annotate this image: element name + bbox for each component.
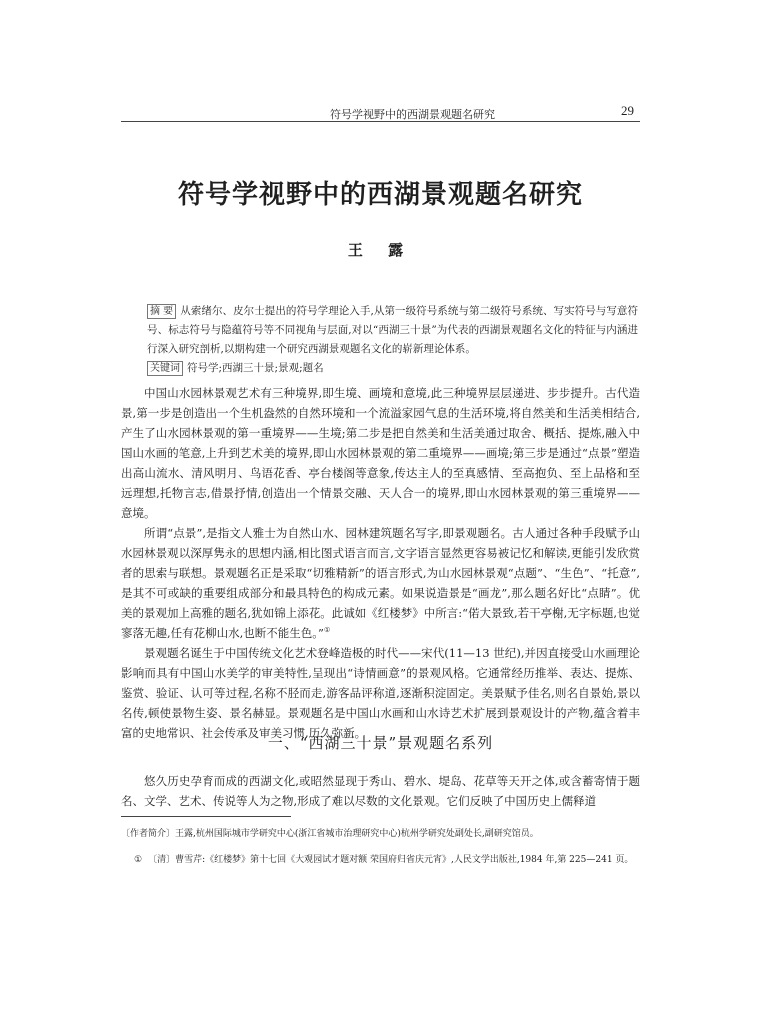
footnote-divider xyxy=(121,816,291,817)
author-note-tag: 〔作者简介〕 xyxy=(121,829,176,839)
section-body xyxy=(121,771,640,811)
paragraph: 景观题名诞生于中国传统文化艺术登峰造极的时代——宋代(11—13 世纪),并因直接受山水画理论影响而具有中国山水美学的审美特性,呈现出“诗情画意”的景观风格。它通常经历推举、表达、提炼、鉴赏、验证、认可等过程,名称不胫而走,游客品评称道,逐渐积淀固定。美景赋予佳名,则名自景始,景以名传,顿使景物生姿、景名赫显。景观题名是中国山水画和山水诗艺术扩展到景观设计的产物,蕴含着丰富的史地常识、社会传承及审美习惯,历久弥新。 xyxy=(121,646,640,740)
running-header xyxy=(121,102,640,122)
article-title: 符号学视野中的西湖景观题名研究 xyxy=(177,180,583,210)
author-name: 王 露 xyxy=(347,241,414,259)
introduction xyxy=(121,383,640,743)
page-number: 29 xyxy=(621,103,634,118)
abstract-tag: 摘 要 xyxy=(147,304,176,319)
footnote-reference[interactable]: ① xyxy=(323,626,331,635)
paragraph xyxy=(121,523,640,643)
keywords-tag: 关键词 xyxy=(147,361,183,376)
author-note xyxy=(121,826,640,842)
footnote xyxy=(134,852,639,868)
section-heading: 一、“西湖三十景”景观题名系列 xyxy=(267,734,494,752)
running-title: 符号学视野中的西湖景观题名研究 xyxy=(330,108,495,121)
abstract xyxy=(147,302,638,359)
abstract-text: 从索绪尔、皮尔士提出的符号学理论入手,从第一级符号系统与第二级符号系统、写实符号与写意符号、标志符号与隐蕴符号等不同视角与层面,对以“西湖三十景”为代表的西湖景观题名文化的特征与内涵进行深入研究剖析,以期构建一个研究西湖景观题名文化的崭新理论体系。 xyxy=(147,305,638,355)
paragraph-text: 所谓“点景”,是指文人雅士为自然山水、园林建筑题名写字,即景观题名。古人通过各种手段赋予山水园林景观以深厚隽永的思想内涵,相比图式语言而言,文字语言显然更容易被记忆和解读,更能引发欣赏者的思索与联想。景观题名正是采取“切雅精新”的语言形式,为山水园林景观“点题”、“生色”、“托意”,是其不可或缺的重要组成部分和最具特色的构成元素。如果说造景是“画龙”,那么题名好比“点睛”。优美的景观加上高雅的题名,犹如锦上添花。此诚如《红楼梦》中所言:“偌大景致,若干亭榭,无字标题,也觉寥落无趣,任有花柳山水,也断不能生色。” xyxy=(121,526,640,640)
keywords-text: 符号学;西湖三十景;景观;题名 xyxy=(187,362,324,374)
footnote-mark: ① xyxy=(134,855,143,865)
paragraph: 悠久历史孕育而成的西湖文化,或昭然显现于秀山、碧水、堤岛、花草等天开之体,或含蓄寄情于题名、文学、艺术、传说等人为之物,形成了难以尽数的文化景观。它们反映了中国历史上儒释道 xyxy=(121,774,640,808)
keywords xyxy=(147,359,638,378)
footnote-text: 〔清〕曹雪芹:《红楼梦》第十七回《大观园试才题对额 荣国府归省庆元宵》,人民文学出版社,1984 年,第 225—241 页。 xyxy=(148,855,634,865)
author-note-text: 王露,杭州国际城市学研究中心(浙江省城市治理研究中心)杭州学研究处副处长,副研究馆员。 xyxy=(175,829,539,839)
abstract-block xyxy=(147,302,638,378)
paragraph: 中国山水园林景观艺术有三种境界,即生境、画境和意境,此三种境界层层递进、步步提升。古代造景,第一步是创造出一个生机盎然的自然环境和一个流溢家园气息的生活环境,将自然美和生活美相结合,产生了山水园林景观的第一重境界——生境;第二步是把自然美和生活美通过取舍、概括、提炼,融入中国山水画的笔意,上升到艺术美的境界,即山水园林景观的第二重境界——画境;第三步是通过“点景”塑造出高山流水、清风明月、鸟语花香、亭台楼阁等意象,传达主人的至真感情、至高抱负、至上品格和至远理想,托物言志,借景抒情,创造出一个情景交融、天人合一的境界,即山水园林景观的第三重境界——意境。 xyxy=(121,386,640,520)
